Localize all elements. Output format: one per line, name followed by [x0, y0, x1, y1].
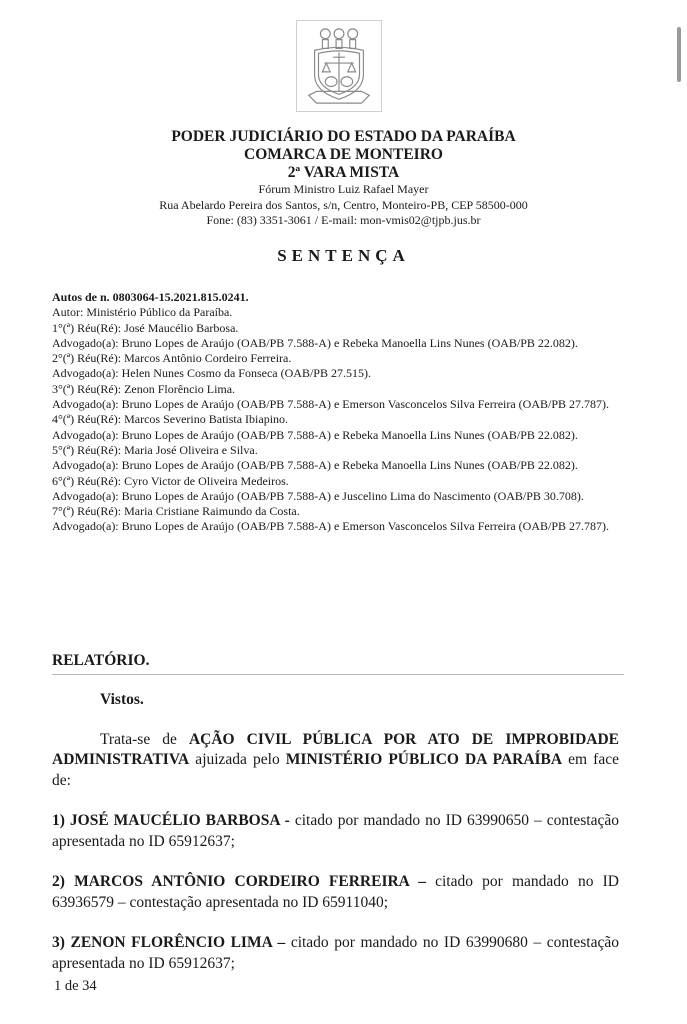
forum-name: Fórum Ministro Luiz Rafael Mayer [258, 182, 429, 196]
court-header [0, 128, 687, 229]
party-line: Advogado(a): Bruno Lopes de Araújo (OAB/PB 7.588-A) e Emerson Vasconcelos Silva Ferreira (OAB/PB 27.787). [52, 397, 610, 412]
document-body [52, 690, 619, 974]
party-line: 2°(ª) Réu(Ré): Marcos Antônio Cordeiro Ferreira. [52, 351, 292, 366]
defendant-paragraph [52, 811, 619, 852]
defendant-name: 2) MARCOS ANTÔNIO CORDEIRO FERREIRA – [52, 873, 426, 890]
party-line: Advogado(a): Bruno Lopes de Araújo (OAB/PB 7.588-A) e Rebeka Manoella Lins Nunes (OAB/PB 22.082). [52, 335, 578, 350]
case-number: Autos de n. 0803064-15.2021.815.0241. [52, 290, 249, 304]
scrollbar[interactable] [677, 27, 681, 82]
party-line: 3°(ª) Réu(Ré): Zenon Florêncio Lima. [52, 381, 236, 396]
case-parties [52, 290, 617, 535]
party-line: 5°(ª) Réu(Ré): Maria José Oliveira e Silva. [52, 442, 258, 457]
party-line: 1°(ª) Réu(Ré): José Maucélio Barbosa. [52, 320, 239, 335]
section-heading-relatorio: RELATÓRIO. [52, 652, 624, 675]
defendant-paragraph [52, 933, 619, 974]
intro-text: em face de: [52, 751, 619, 789]
vara-name: 2ª VARA MISTA [287, 164, 400, 181]
defendant-details: citado por mandado no ID 63990650 – contestação apresentada no ID 65912637; [52, 812, 619, 850]
party-line: Advogado(a): Bruno Lopes de Araújo (OAB/PB 7.588-A) e Emerson Vasconcelos Silva Ferreira (OAB/PB 27.787). [52, 519, 610, 534]
coat-of-arms-icon [297, 21, 381, 111]
party-line: Autor: Ministério Público da Paraíba. [52, 305, 233, 320]
court-crest-icon [296, 20, 382, 112]
party-line: Advogado(a): Bruno Lopes de Araújo (OAB/PB 7.588-A) e Rebeka Manoella Lins Nunes (OAB/PB 22.082). [52, 427, 578, 442]
court-contact: Fone: (83) 3351-3061 / E-mail: mon-vmis02@tjpb.jus.br [206, 213, 481, 227]
document-title: SENTENÇA [277, 246, 410, 265]
court-name: PODER JUDICIÁRIO DO ESTADO DA PARAÍBA [171, 128, 516, 145]
comarca-name: COMARCA DE MONTEIRO [244, 146, 443, 163]
action-type: AÇÃO CIVIL PÚBLICA POR ATO DE IMPROBIDADE ADMINISTRATIVA [52, 730, 619, 768]
defendant-paragraph [52, 872, 619, 913]
party-line: Advogado(a): Helen Nunes Cosmo da Fonseca (OAB/PB 27.515). [52, 366, 371, 381]
defendant-name: 3) ZENON FLORÊNCIO LIMA – [52, 934, 286, 951]
intro-text: ajuizada pelo [189, 751, 286, 768]
party-line: Advogado(a): Bruno Lopes de Araújo (OAB/PB 7.588-A) e Juscelino Lima do Nascimento (OAB/PB 30.708). [52, 488, 584, 503]
party-line: 4°(ª) Réu(Ré): Marcos Severino Batista Ibiapino. [52, 412, 289, 427]
defendant-name: 1) JOSÉ MAUCÉLIO BARBOSA - [52, 812, 290, 829]
party-line: 7°(ª) Réu(Ré): Maria Cristiane Raimundo da Costa. [52, 504, 300, 519]
page-indicator: 1 de 34 [54, 978, 97, 994]
intro-text: Trata-se de [100, 730, 189, 748]
party-line: Advogado(a): Bruno Lopes de Araújo (OAB/PB 7.588-A) e Rebeka Manoella Lins Nunes (OAB/PB 22.082). [52, 458, 578, 473]
defendant-details: citado por mandado no ID 63936579 – contestação apresentada no ID 65911040; [52, 873, 619, 911]
court-address: Rua Abelardo Pereira dos Santos, s/n, Centro, Monteiro-PB, CEP 58500-000 [159, 197, 528, 212]
defendant-details: citado por mandado no ID 63990680 – contestação apresentada no ID 65912637; [52, 934, 619, 972]
party-line: 6°(ª) Réu(Ré): Cyro Victor de Oliveira Medeiros. [52, 473, 289, 488]
plaintiff-name: MINISTÉRIO PÚBLICO DA PARAÍBA [285, 751, 563, 768]
intro-paragraph [52, 730, 619, 792]
vistos-text: Vistos. [100, 691, 144, 708]
